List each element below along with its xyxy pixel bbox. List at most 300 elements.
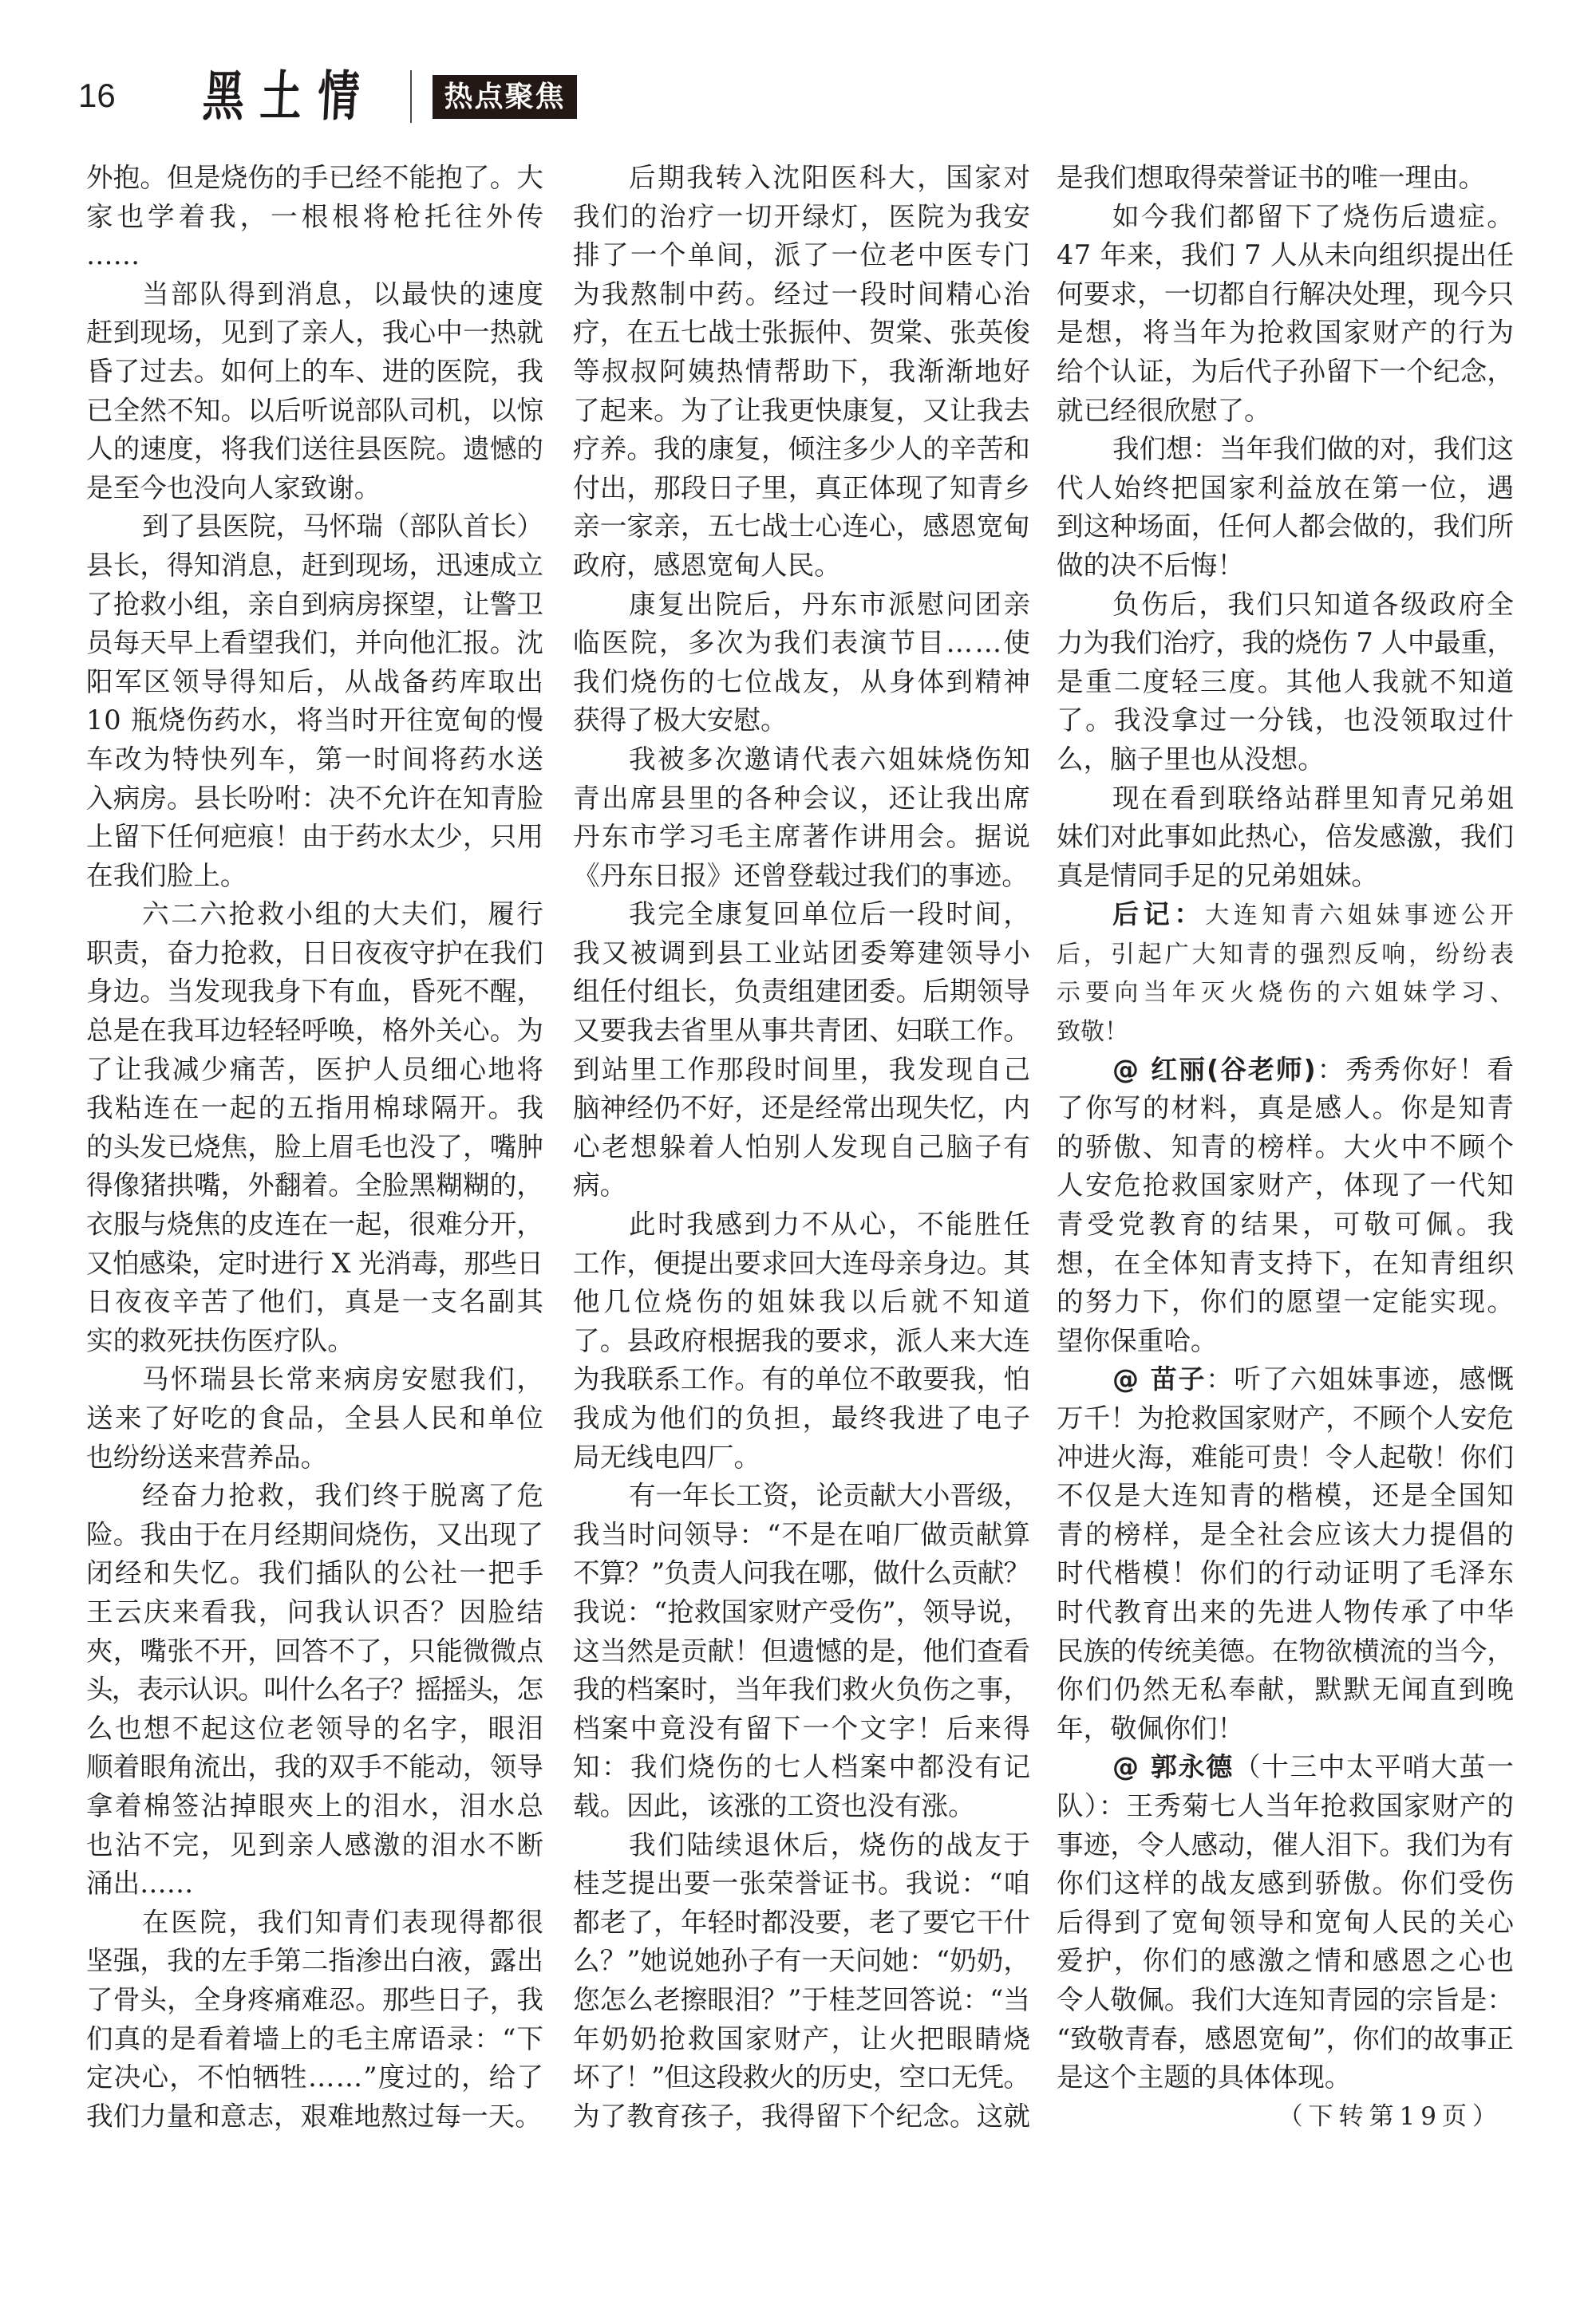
line-content: [1057, 1131, 1515, 1162]
text-line: [86, 392, 543, 431]
text-line: [573, 159, 1033, 198]
line-text: 县长，得知消息，赶到现场，迅速成立: [86, 549, 544, 581]
reader-comment: [1057, 1360, 1514, 1748]
line-content: [1057, 627, 1514, 658]
line-text: “致敬青春，感恩宽甸”，你们的故事正: [1057, 2022, 1515, 2054]
line-content: [86, 1015, 543, 1046]
reader-comment: [1057, 1051, 1518, 1361]
line-content: [573, 704, 788, 736]
text-line: [86, 1516, 543, 1555]
text-line: [86, 895, 546, 934]
line-content: [573, 2062, 1029, 2093]
line-content: [86, 1248, 543, 1279]
paragraph: [86, 1904, 546, 2137]
line-text: 事迹，令人感动，催人泪下。我们为有: [1057, 1829, 1515, 1860]
line-text: 时代教育出来的先进人物传承了中华: [1057, 1596, 1516, 1628]
paragraph: [1057, 159, 1514, 198]
paragraph: [1057, 779, 1514, 896]
line-text: 后得到了宽甸领导和宽甸人民的关心: [1057, 1906, 1516, 1938]
text-line: [86, 1826, 546, 1865]
text-line: [86, 469, 543, 508]
text-line: [86, 1632, 543, 1671]
text-line: [1057, 857, 1514, 896]
line-text: 了起来。为了让我更快康复，又让我去: [573, 394, 1031, 426]
text-line: [573, 353, 1033, 392]
text-line: [1057, 1632, 1514, 1671]
line-text: 是重二度轻三度。其他人我就不知道: [1057, 665, 1516, 697]
text-line: [1057, 1438, 1514, 1478]
text-line: [86, 1128, 543, 1167]
line-text: 后期我转入沈阳医科大，国家对: [629, 162, 1033, 193]
line-content: [573, 239, 1032, 270]
line-content: [1057, 1442, 1514, 1473]
line-text: 得像猪拱嘴，外翻着。全脸黑糊糊的，: [86, 1170, 544, 1201]
line-content: [86, 1209, 543, 1240]
page-number: 16: [78, 77, 116, 114]
text-line: [1057, 740, 1514, 779]
text-line: [1057, 586, 1514, 625]
paragraph: [86, 895, 546, 1360]
line-content: [573, 472, 1030, 503]
line-content: [86, 2062, 544, 2093]
line-content: [573, 1054, 1032, 1085]
line-text: 是至今也没向人家致谢。: [86, 472, 381, 503]
line-content: [86, 1092, 545, 1123]
line-text: 么？”她说她孙子有一天问她：“奶奶，: [573, 1945, 1031, 1977]
line-text: ：秀秀你好！看: [1317, 1053, 1515, 1085]
magazine-logo: 黑土情: [201, 65, 377, 128]
line-text: 为了教育孩子，我得留下个纪念。这就: [573, 2100, 1031, 2132]
line-content: [573, 1363, 1030, 1395]
line-content: [1057, 356, 1514, 387]
text-line: [1057, 895, 1519, 934]
line-content: [629, 589, 1033, 620]
text-line: [86, 818, 543, 857]
line-text: 实的救死扶伤医疗队。: [86, 1324, 354, 1356]
line-text: 是我们想取得荣誉证书的唯一理由。: [1057, 162, 1486, 193]
text-line: [1057, 1904, 1514, 1943]
text-line: [573, 2058, 1030, 2097]
line-content: [86, 1674, 542, 1705]
line-text: 身边。当发现我身下有血，昏死不醒，: [86, 976, 544, 1008]
text-line: [573, 1516, 1030, 1555]
line-content: [1057, 1713, 1244, 1744]
paragraph: [573, 159, 1033, 586]
line-text: 爱护，你们的感激之情和感恩之心也: [1057, 1945, 1516, 1977]
line-text: 疗，在五七战士张振仲、贺棠、张英俊: [573, 317, 1031, 349]
line-text: 险。我由于在月经期间烧伤，又出现了: [86, 1518, 544, 1550]
line-text: 临医院，多次为我们表演节目……使: [573, 627, 1033, 659]
line-text: 不算？”负责人问我在哪，做什么贡献？: [573, 1557, 1030, 1589]
line-text: 此时我感到力不从心，不能胜任: [629, 1209, 1033, 1241]
line-text: 桂芝提出要一张荣誉证书。我说：“咱: [573, 1868, 1032, 1900]
text-line: [1057, 1710, 1514, 1749]
line-content: [573, 1092, 1030, 1123]
line-content: [142, 898, 546, 929]
line-content: [86, 1519, 543, 1550]
line-text: 我们烧伤的七位战友，从身体到精神: [573, 665, 1033, 697]
text-line: [573, 701, 1030, 740]
line-content: [573, 1635, 1030, 1667]
line-content: [86, 433, 543, 464]
line-text: 是想，将当年为抢救国家财产的行为: [1057, 317, 1516, 349]
line-content: [1057, 744, 1325, 775]
text-line: [1057, 1671, 1514, 1710]
text-line: [86, 1710, 546, 1749]
line-text: 夾，嘴张不开，回答不了，只能微微点: [86, 1635, 544, 1667]
text-line: [573, 779, 1033, 819]
line-text: 外抱。但是烧伤的手已经不能抱了。大: [86, 162, 544, 193]
text-line: [573, 1051, 1033, 1090]
line-text: 是这个主题的具体体现。: [1057, 2062, 1352, 2093]
line-content: [86, 666, 545, 697]
line-text: 了让我减少痛苦，医护人员细心地将: [86, 1053, 546, 1085]
text-line: [573, 2097, 1030, 2137]
line-content: [86, 627, 543, 658]
paragraph: [573, 586, 1033, 740]
text-line: [1057, 934, 1517, 973]
text-line: [86, 1051, 546, 1090]
text-line: [1057, 779, 1514, 819]
line-text: 排了一个单间，派了一位老中医专门: [573, 239, 1033, 271]
line-content: [1112, 783, 1516, 814]
line-text: 都老了，年轻时都没要，老了要它干什: [573, 1906, 1031, 1938]
text-line: [1057, 236, 1514, 275]
text-line: [573, 1012, 1030, 1051]
text-line: [86, 546, 543, 586]
line-text: 47 年来，我们 7 人从未向组织提出任: [1057, 239, 1515, 271]
line-content: [86, 1596, 545, 1628]
line-content: [573, 1442, 760, 1473]
line-content: [1057, 1248, 1515, 1279]
line-content: [1057, 1984, 1514, 2015]
line-content: [86, 162, 543, 193]
text-line: [86, 2020, 543, 2059]
line-text: 职责，奋力抢救，日日夜夜守护在我们: [86, 937, 544, 969]
line-content: [1057, 1790, 1515, 1821]
text-line: [573, 430, 1030, 469]
text-line: [1057, 1593, 1514, 1632]
line-text: 我的档案时，当年我们救火负伤之事，: [573, 1674, 1031, 1706]
line-content: [1057, 937, 1517, 969]
text-line: [1057, 314, 1514, 353]
commenter-name: @ 苗子: [1112, 1363, 1207, 1395]
paragraph: [1057, 198, 1514, 431]
line-text: 我们的治疗一切开绿灯，医院为我安: [573, 200, 1033, 232]
line-text: 顺着眼角流出，我的双手不能动，领导: [86, 1751, 544, 1783]
line-text: 这当然是贡献！但遗憾的是，他们查看: [573, 1635, 1031, 1667]
line-text: 在医院，我们知青们表现得都很: [142, 1906, 546, 1938]
line-content: [1057, 550, 1244, 581]
text-line: [1057, 1166, 1514, 1205]
line-content: [1057, 1325, 1217, 1356]
text-line: [1057, 1360, 1514, 1399]
line-content: [86, 1635, 543, 1667]
line-text: 到这种场面，任何人都会做的，我们所: [1057, 511, 1515, 543]
text-line: [86, 1360, 546, 1399]
text-line: [1057, 1787, 1514, 1826]
line-content: [1057, 1674, 1515, 1705]
line-content: [1057, 1480, 1515, 1511]
continued-on-page-note: （下转第19页）: [1278, 2101, 1503, 2131]
text-line: [573, 1554, 1030, 1593]
text-line: [573, 314, 1030, 353]
text-line: [573, 1283, 1034, 1322]
line-content: [573, 1557, 1029, 1588]
line-content: [86, 1286, 545, 1317]
text-line: [1057, 1748, 1514, 1787]
text-line: [573, 1710, 1033, 1749]
line-text: 你们这样的战友感到骄傲。你们受伤: [1057, 1868, 1516, 1900]
line-content: [86, 1131, 543, 1162]
line-content: [1057, 1945, 1515, 1976]
line-content: [86, 1054, 545, 1085]
section-badge: [433, 75, 577, 119]
text-line: [1057, 1981, 1514, 2020]
line-text: 了。我没拿过一分钱，也没领取过什: [1057, 704, 1516, 736]
commenter-name: @ 红丽(谷老师): [1112, 1053, 1317, 1085]
line-content: [86, 704, 544, 736]
line-content: [573, 1015, 1030, 1046]
line-content: [573, 1674, 1030, 1705]
text-line: [86, 1012, 543, 1051]
line-text: 做的决不后悔！: [1057, 549, 1245, 581]
line-text: 也纷纷送来营养品。: [86, 1441, 328, 1473]
line-text: 不仅是大连知青的楷模，还是全国知: [1057, 1480, 1516, 1512]
line-content: [86, 550, 543, 581]
text-line: [1057, 1864, 1514, 1904]
line-content: [573, 550, 841, 581]
text-line: [1057, 1205, 1518, 1245]
text-line: [1057, 818, 1514, 857]
text-line: [573, 1245, 1030, 1284]
line-content: [1112, 898, 1519, 929]
line-content: [573, 1790, 975, 1821]
line-content: [1057, 239, 1514, 270]
text-line: [573, 973, 1030, 1012]
postscript-label: 后记：: [1112, 898, 1206, 930]
line-content: [573, 1170, 626, 1201]
line-content: [1057, 1519, 1515, 1550]
line-text: 力为我们治疗，我的烧伤 7 人中最重，: [1057, 627, 1514, 659]
line-text: 么也想不起这位老领导的名字，眼泪: [86, 1712, 546, 1744]
line-content: [86, 472, 381, 503]
text-line: [573, 740, 1033, 779]
line-text: 获得了极大安慰。: [573, 704, 788, 736]
text-line: [86, 159, 543, 198]
line-text: 我们陆续退休后，烧伤的战友于: [629, 1829, 1033, 1860]
line-content: [573, 1868, 1031, 1899]
line-text: ……: [86, 239, 140, 271]
line-content: [1057, 317, 1515, 348]
text-line: [573, 1593, 1030, 1632]
line-content: [629, 898, 1033, 929]
text-line: [86, 353, 543, 392]
line-text: 后，引起广大知青的强烈反响，纷纷表: [1057, 940, 1517, 969]
text-line: [86, 1245, 543, 1284]
line-text: 坏了！”但这段救火的历史，空口无凭。: [573, 2062, 1030, 2093]
text-line: [1057, 159, 1514, 198]
line-content: [1057, 1557, 1515, 1588]
line-content: [86, 1325, 354, 1356]
text-line: [1057, 1012, 1514, 1051]
text-line: [86, 2097, 543, 2137]
line-content: [86, 1713, 545, 1744]
text-line: [86, 857, 543, 896]
line-content: [573, 1596, 1030, 1628]
text-line: [573, 1477, 1030, 1516]
line-text: 到了县医院，马怀瑞（部队首长）: [142, 511, 543, 543]
line-text: （十三中太平哨大茧一: [1233, 1751, 1515, 1783]
text-line: [1057, 973, 1519, 1012]
text-line: [1057, 1554, 1514, 1593]
line-content: [573, 2023, 1032, 2054]
text-line: [86, 314, 543, 353]
line-content: [86, 860, 247, 891]
line-content: [86, 1790, 545, 1821]
line-content: [1057, 1907, 1515, 1938]
line-content: [573, 627, 1032, 658]
line-text: 了骨头，全身疼痛难忍。那些日子，我: [86, 1983, 544, 2015]
line-content: [629, 162, 1033, 193]
line-content: [86, 976, 543, 1007]
line-text: 我成为他们的负担，最终我进了电子: [573, 1403, 1033, 1434]
line-content: [1057, 1015, 1128, 1046]
text-line: [1057, 546, 1514, 586]
text-line: [573, 275, 1033, 314]
line-content: [573, 1248, 1030, 1279]
line-text: 为我联系工作。有的单位不敢要我，怕: [573, 1363, 1031, 1395]
text-line: [86, 740, 546, 779]
line-text: 又怕感染，定时进行 X 光消毒，那些日: [86, 1247, 543, 1279]
line-content: [573, 821, 1032, 852]
line-text: 妹们对此事如此热心，倍发感激，我们: [1057, 821, 1515, 853]
line-content: [1112, 1751, 1515, 1782]
text-line: [1057, 1516, 1514, 1555]
paragraph: [86, 1360, 546, 1477]
line-text: 送来了好吃的食品，全县人民和单位: [86, 1403, 546, 1434]
line-text: 人的速度，将我们送往县医院。遗憾的: [86, 433, 544, 465]
text-line: [86, 1322, 543, 1361]
line-content: [86, 2023, 544, 2054]
line-content: [573, 783, 1032, 814]
line-content: [573, 1131, 1032, 1162]
line-text: 经奋力抢救，我们终于脱离了危: [142, 1480, 546, 1512]
text-line: [1057, 469, 1514, 508]
line-text: 我们力量和意志，艰难地熬过每一天。: [86, 2100, 542, 2132]
line-text: 工作，便提出要求回大连母亲身边。其: [573, 1247, 1031, 1279]
line-text: 我当时问领导：“不是在咱厂做贡献算: [573, 1518, 1032, 1550]
line-content: [86, 1945, 543, 1976]
text-line: [573, 895, 1033, 934]
line-content: [1057, 162, 1485, 193]
text-line: [573, 507, 1030, 546]
line-text: 当部队得到消息，以最快的速度: [142, 278, 546, 310]
line-text: 的努力下，你们的愿望一定能实现。: [1057, 1286, 1516, 1318]
line-text: 了你写的材料，真是感人。你是知青: [1057, 1092, 1516, 1124]
paragraph: [86, 159, 547, 275]
text-line: [86, 779, 543, 819]
line-text: 已全然不知。以后听说部队司机，以惊: [86, 394, 544, 426]
line-content: [573, 1713, 1032, 1744]
line-content: [1112, 1363, 1515, 1395]
line-content: [86, 1829, 545, 1860]
line-content: [142, 1480, 546, 1511]
line-content: [573, 433, 1030, 464]
text-line: [86, 1166, 543, 1205]
line-text: 又要我去省里从事共青团、妇联工作。: [573, 1015, 1031, 1047]
commenter-name: @ 郭永德: [1112, 1751, 1234, 1783]
text-line: [86, 973, 543, 1012]
text-line: [573, 2020, 1033, 2059]
line-text: 头，表示认识。叫什么名子？摇摇头，怎: [86, 1674, 543, 1706]
text-line: [573, 1942, 1030, 1981]
postscript-paragraph: [1057, 895, 1519, 1050]
line-text: 时代楷模！你们的行动证明了毛泽东: [1057, 1557, 1516, 1589]
line-content: [1057, 1635, 1514, 1667]
line-text: 局无线电四厂。: [573, 1441, 761, 1473]
article-column-1: [86, 159, 547, 2136]
line-text: 涌出……: [86, 1868, 194, 1900]
text-line: [573, 1787, 1030, 1826]
text-line: [86, 1283, 546, 1322]
line-text: 马怀瑞县长常来病房安慰我们，: [142, 1363, 546, 1395]
line-text: 我说：“抢救国家财产受伤”，领导说，: [573, 1596, 1031, 1628]
paragraph: [86, 507, 546, 895]
line-text: 年奶奶抢救国家财产，让火把眼睛烧: [573, 2022, 1033, 2054]
line-text: 如今我们都留下了烧伤后遗症。: [1112, 200, 1516, 232]
line-content: [1057, 860, 1378, 891]
paragraph: [86, 1477, 546, 1904]
header-divider: [410, 70, 412, 123]
line-text: 大连知青六姐妹事迹公开: [1205, 902, 1519, 930]
text-line: [86, 1671, 543, 1710]
line-text: 脑神经仍不好，还是经常出现失忆，内: [573, 1092, 1031, 1124]
text-line: [86, 1593, 546, 1632]
line-text: 坚强，我的左手第二指渗出白液，露出: [86, 1945, 544, 1977]
text-line: [86, 1477, 546, 1516]
line-text: 青出席县里的各种会议，还让我出席: [573, 782, 1033, 814]
text-line: [86, 275, 546, 314]
line-text: 入病房。县长吩咐：决不允许在知青脸: [86, 782, 544, 814]
text-line: [1057, 1322, 1514, 1361]
text-line: [86, 1438, 543, 1478]
line-content: [86, 395, 543, 426]
line-content: [1057, 1868, 1515, 1899]
line-text: 政府，感恩宽甸人民。: [573, 549, 841, 581]
line-text: 康复出院后，丹东市派慰问团亲: [629, 588, 1033, 620]
text-line: [86, 507, 543, 546]
text-line: [1057, 507, 1514, 546]
line-text: 致敬！: [1057, 1018, 1128, 1047]
line-content: [1057, 2062, 1351, 2093]
text-line: [1057, 1283, 1514, 1322]
line-text: 真是情同手足的兄弟姐妹。: [1057, 859, 1378, 891]
text-line: [573, 934, 1033, 973]
line-content: [573, 1519, 1031, 1550]
line-text: 阳军区领导得知后，从战备药库取出: [86, 665, 546, 697]
line-text: 《丹东日报》还曾登载过我们的事迹。: [573, 859, 1029, 891]
paragraph: [1057, 430, 1514, 585]
paragraph: [573, 895, 1033, 1205]
text-line: [573, 1904, 1030, 1943]
text-line: [573, 1089, 1030, 1128]
line-content: [1057, 472, 1515, 503]
line-text: 闭经和失忆。我们插队的公社一把手: [86, 1557, 546, 1589]
line-text: 万千！为抢救国家财产，不顾个人安危: [1057, 1403, 1515, 1434]
line-text: 我们想：当年我们做的对，我们这: [1112, 433, 1514, 465]
text-line: [1057, 198, 1514, 237]
